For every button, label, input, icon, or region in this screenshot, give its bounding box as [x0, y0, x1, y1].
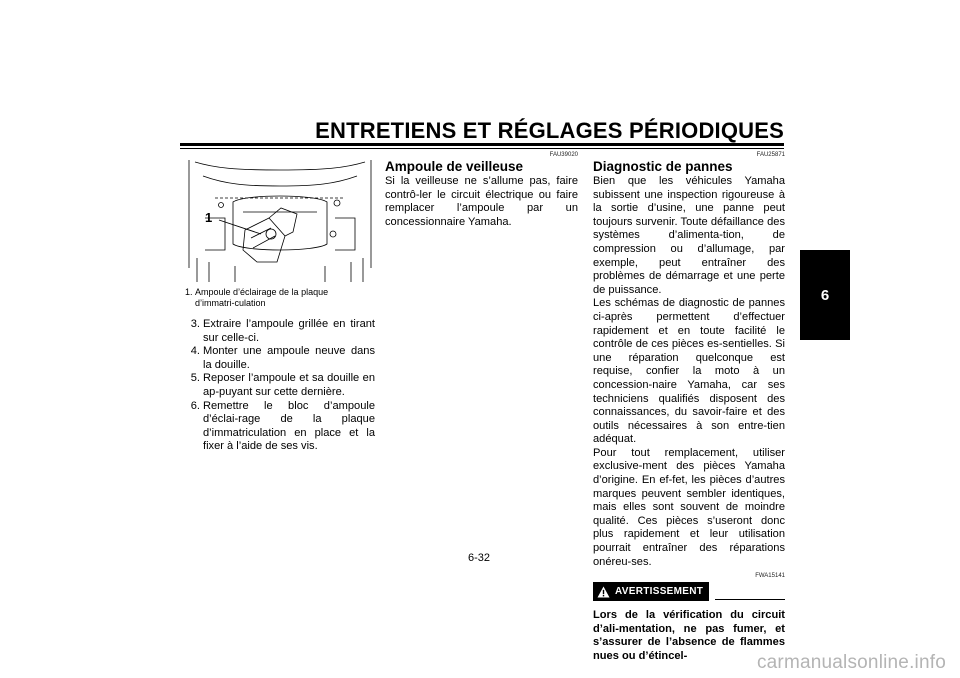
warning-header	[593, 582, 785, 601]
warning-code: FWA15141	[755, 573, 785, 580]
step-text: Reposer l’ampoule et sa douille en ap-puyant sur cette dernière.	[203, 372, 375, 398]
chapter-tab	[800, 250, 850, 340]
warning-rule	[715, 599, 785, 600]
callout-label: 1	[205, 210, 213, 225]
warning-text: Lors de la vérification du circuit d’ali-mentation, ne pas fumer, et s’assurer de l’absence de flammes nues ou d’étincel-	[593, 609, 785, 662]
license-plate-light-illustration	[185, 158, 375, 283]
section-body: Si la veilleuse ne s’allume pas, faire contrô-ler le circuit électrique ou faire remplacer l’ampoule par un concessionnaire Yamaha.	[385, 175, 578, 228]
figure-caption	[185, 287, 375, 308]
step-text: Remettre le bloc d’ampoule d’éclai-rage de la plaque d’immatriculation en place et la fixer à l’aide de ses vis.	[203, 399, 375, 453]
warning-label: AVERTISSEMENT	[615, 585, 704, 597]
step-item	[185, 372, 375, 399]
step-number: 6.	[190, 399, 200, 412]
step-number: 5.	[190, 372, 200, 385]
section-code: FAU39020	[549, 152, 578, 158]
section-heading: Ampoule de veilleuse	[385, 159, 524, 174]
paragraph: Bien que les véhicules Yamaha subissent une inspection rigoureuse à la sortie d’usine, une panne peut toujours survenir. Toute défaillance des systèmes d’alimenta-tion, de compression ou d’allumage, par exemple, peut entraîner des problèmes de démarrage et une perte de puissance.	[593, 175, 785, 296]
step-item	[185, 345, 375, 372]
steps-list	[185, 318, 375, 454]
step-text: Monter une ampoule neuve dans la douille.	[203, 345, 375, 371]
paragraph: Les schémas de diagnostic de pannes ci-après permettent d’effectuer rapidement et en toute facilité le contrôle de ces pièces es-sentielles. Si une réparation quelconque est requise, confier la moto à un concession-naire Yamaha, car ses techniciens qualifiés disposent des connaissances, du savoir-faire et des outils nécessaires à son entre-tien adéquat.	[593, 297, 785, 446]
warning-badge	[593, 582, 709, 601]
left-column	[185, 152, 375, 454]
step-number: 3.	[190, 318, 200, 330]
page-title: ENTRETIENS ET RÉGLAGES PÉRIODIQUES	[315, 118, 784, 143]
license-plate-light-figure	[185, 158, 375, 283]
title-rule-thick	[180, 143, 784, 146]
section-heading: Diagnostic de pannes	[593, 159, 733, 174]
watermark: carmanualsonline.info	[756, 652, 946, 673]
step-item	[185, 400, 375, 454]
step-item	[185, 318, 375, 345]
caption-number: 1.	[185, 287, 193, 297]
section-code: FAU25871	[756, 152, 785, 158]
title-rule-thin	[180, 148, 784, 149]
middle-column	[385, 152, 578, 229]
step-text: Extraire l’ampoule grillée en tirant sur celle-ci.	[203, 318, 375, 344]
page-number: 6-32	[468, 552, 491, 564]
right-column	[593, 152, 785, 664]
caption-text: Ampoule d’éclairage de la plaque d’immatri-culation	[195, 287, 329, 308]
step-number: 4.	[190, 345, 200, 358]
warning-triangle-icon	[597, 586, 610, 598]
chapter-tab-number: 6	[820, 286, 830, 304]
paragraph: Pour tout remplacement, utiliser exclusive-ment des pièces Yamaha d’origine. En ef-fet, les pièces d’autres marques peuvent sembler identiques, mais elles sont souvent de moindre qualité. Ces pièces s’useront donc plus rapidement et leur utilisation pourrait entraîner des réparations onéreu-ses.	[593, 446, 785, 568]
